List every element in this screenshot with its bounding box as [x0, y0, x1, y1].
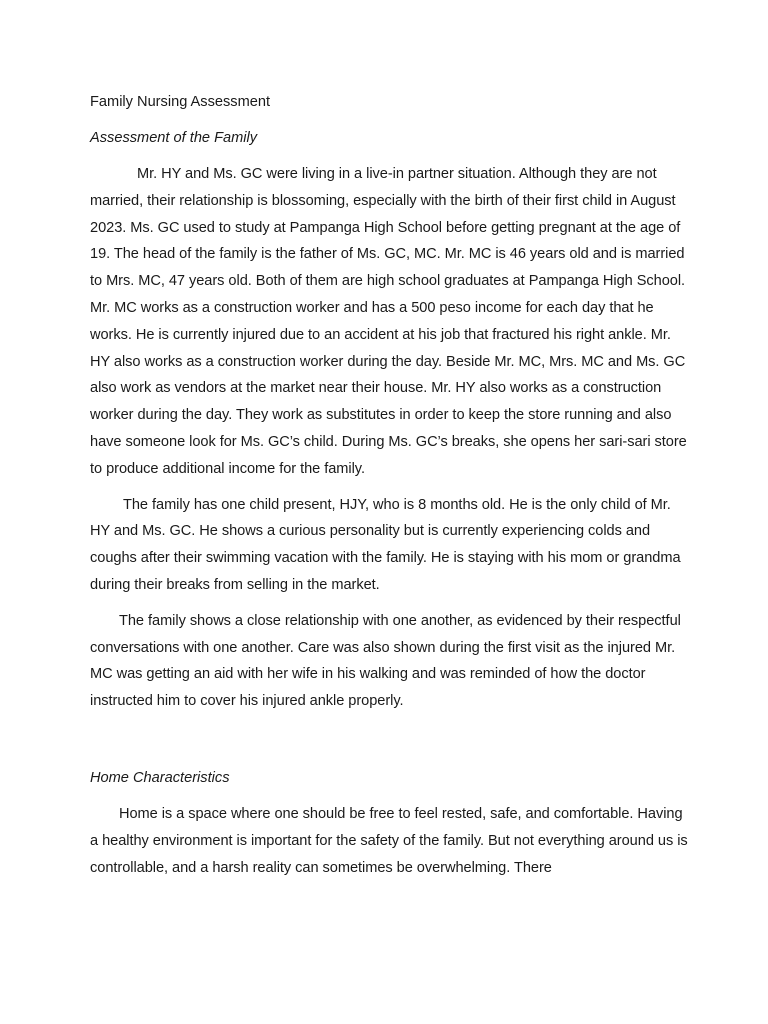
- section-heading-assessment: Assessment of the Family: [90, 130, 258, 146]
- paragraph-family-relationship: The family shows a close relationship with one another, as evidenced by their respectful conversations with one another. Care was also shown during the first visit as the injured Mr. MC was getting an aid with her wife in his walking and was reminded of how the doctor instructed him to cover his injured ankle properly.: [90, 612, 681, 710]
- section-heading-home: Home Characteristics: [90, 769, 230, 786]
- document-page: [90, 92, 690, 890]
- document-title: Family Nursing Assessment: [90, 94, 271, 110]
- paragraph-home-characteristics: Home is a space where one should be free to feel rested, safe, and comfortable. Having a healthy environment is important for the safety of the family. But not everything around us is controllable, and a harsh reality can sometimes be overwhelming. There: [90, 805, 688, 876]
- paragraph-family-background: Mr. HY and Ms. GC were living in a live-in partner situation. Although they are not married, their relationship is blossoming, especially with the birth of their first child in August 2023. Ms. GC used to study at Pampanga High School before getting pregnant at the age of 19. The head of the family is the father of Ms. GC, MC. Mr. MC is 46 years old and is married to Mrs. MC, 47 years old. Both of them are high school graduates at Pampanga High School. Mr. MC works as a construction worker and has a 500 peso income for each day that he works. He is currently injured due to an accident at his job that fractured his right ankle. Mr. HY also works as a construction worker during the day. Beside Mr. MC, Mrs. MC and Ms. GC also work as vendors at the market near their house. Mr. HY also works as a construction worker during the day. They work as substitutes in order to keep the store running and also have someone look for Ms. GC’s child. During Ms. GC’s breaks, she opens her sari-sari store to produce additional income for the family.: [90, 166, 687, 477]
- paragraph-child-info: The family has one child present, HJY, who is 8 months old. He is the only child of Mr. HY and Ms. GC. He shows a curious personality but is currently experiencing colds and coughs after their swimming vacation with the family. He is staying with his mom or grandma during their breaks from selling in the market.: [90, 496, 681, 593]
- section-spacer: [90, 724, 690, 768]
